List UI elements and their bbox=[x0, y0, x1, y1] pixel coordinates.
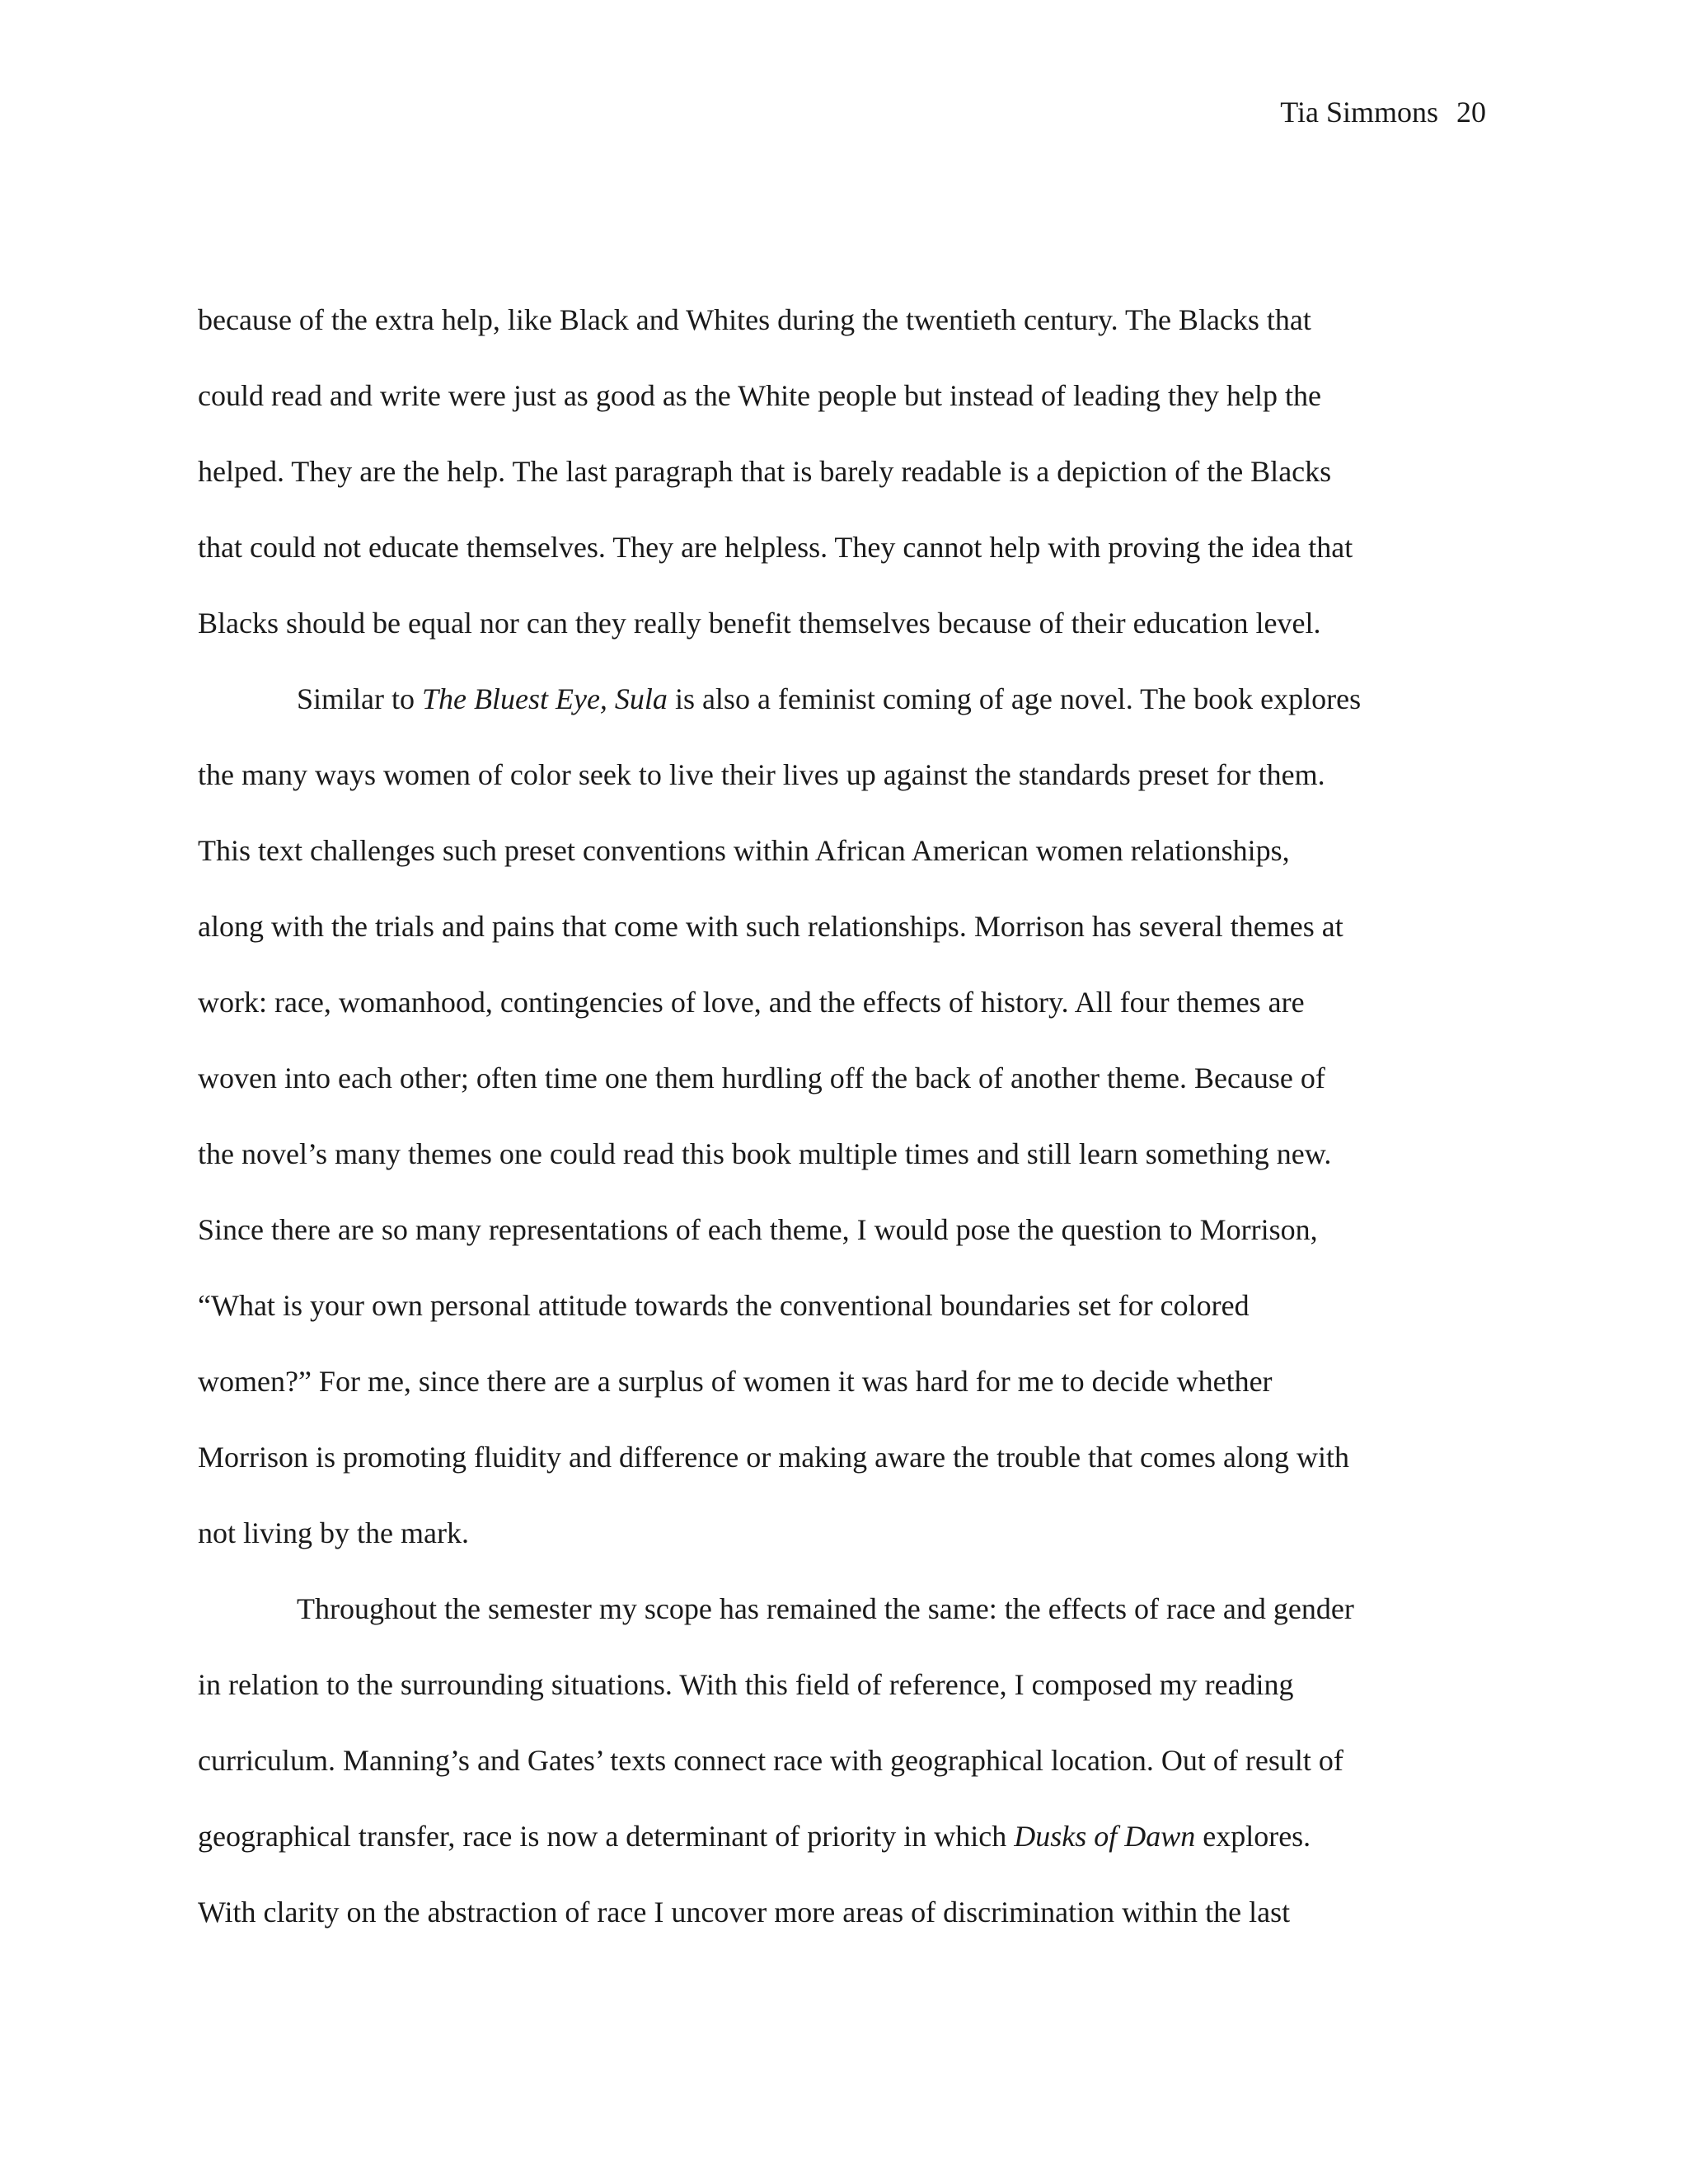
paragraph-first-line: Similar to The Bluest Eye, Sula is also a feminist coming of age novel. The book explores bbox=[297, 682, 1362, 715]
text-line: With clarity on the abstraction of race I uncover more areas of discrimination within the last bbox=[198, 1896, 1291, 1929]
header-author: Tia Simmons bbox=[1280, 96, 1438, 129]
paragraph-first-line: Throughout the semester my scope has remained the same: the effects of race and gender bbox=[297, 1592, 1354, 1625]
italic-title: The Bluest Eye, Sula bbox=[422, 682, 668, 715]
text-line: that could not educate themselves. They are helpless. They cannot help with proving the idea that bbox=[198, 531, 1353, 564]
text-line: along with the trials and pains that come with such relationships. Morrison has several themes at bbox=[198, 910, 1343, 943]
text-line: helped. They are the help. The last paragraph that is barely readable is a depiction of the Blacks bbox=[198, 455, 1332, 488]
text-line: in relation to the surrounding situations. With this field of reference, I composed my reading bbox=[198, 1668, 1294, 1701]
text-line: the many ways women of color seek to live their lives up against the standards preset for them. bbox=[198, 758, 1325, 791]
running-header bbox=[1280, 97, 1486, 127]
text-line: Morrison is promoting fluidity and difference or making aware the trouble that comes along with bbox=[198, 1441, 1349, 1474]
text-line: work: race, womanhood, contingencies of love, and the effects of history. All four themes are bbox=[198, 986, 1305, 1019]
body-text bbox=[198, 295, 1488, 1963]
italic-title: Dusks of Dawn bbox=[1014, 1820, 1196, 1853]
text-line: “What is your own personal attitude towards the conventional boundaries set for colored bbox=[198, 1289, 1250, 1322]
text-line: Blacks should be equal nor can they really benefit themselves because of their education level. bbox=[198, 607, 1321, 640]
text-line: This text challenges such preset conventions within African American women relationships, bbox=[198, 834, 1290, 867]
text-line: Since there are so many representations of each theme, I would pose the question to Morrison, bbox=[198, 1213, 1318, 1246]
text-line: woven into each other; often time one them hurdling off the back of another theme. Because of bbox=[198, 1062, 1325, 1094]
text-line: curriculum. Manning’s and Gates’ texts connect race with geographical location. Out of result of bbox=[198, 1744, 1343, 1777]
text-line: geographical transfer, race is now a determinant of priority in which Dusks of Dawn explores. bbox=[198, 1820, 1311, 1853]
text-line: could read and write were just as good as the White people but instead of leading they help the bbox=[198, 379, 1321, 412]
text-line: because of the extra help, like Black and Whites during the twentieth century. The Blacks that bbox=[198, 303, 1311, 336]
text-line: the novel’s many themes one could read this book multiple times and still learn something new. bbox=[198, 1137, 1332, 1170]
text-line: women?” For me, since there are a surplus of women it was hard for me to decide whether bbox=[198, 1365, 1273, 1398]
page-number: 20 bbox=[1456, 96, 1486, 129]
text-line: not living by the mark. bbox=[198, 1516, 469, 1549]
